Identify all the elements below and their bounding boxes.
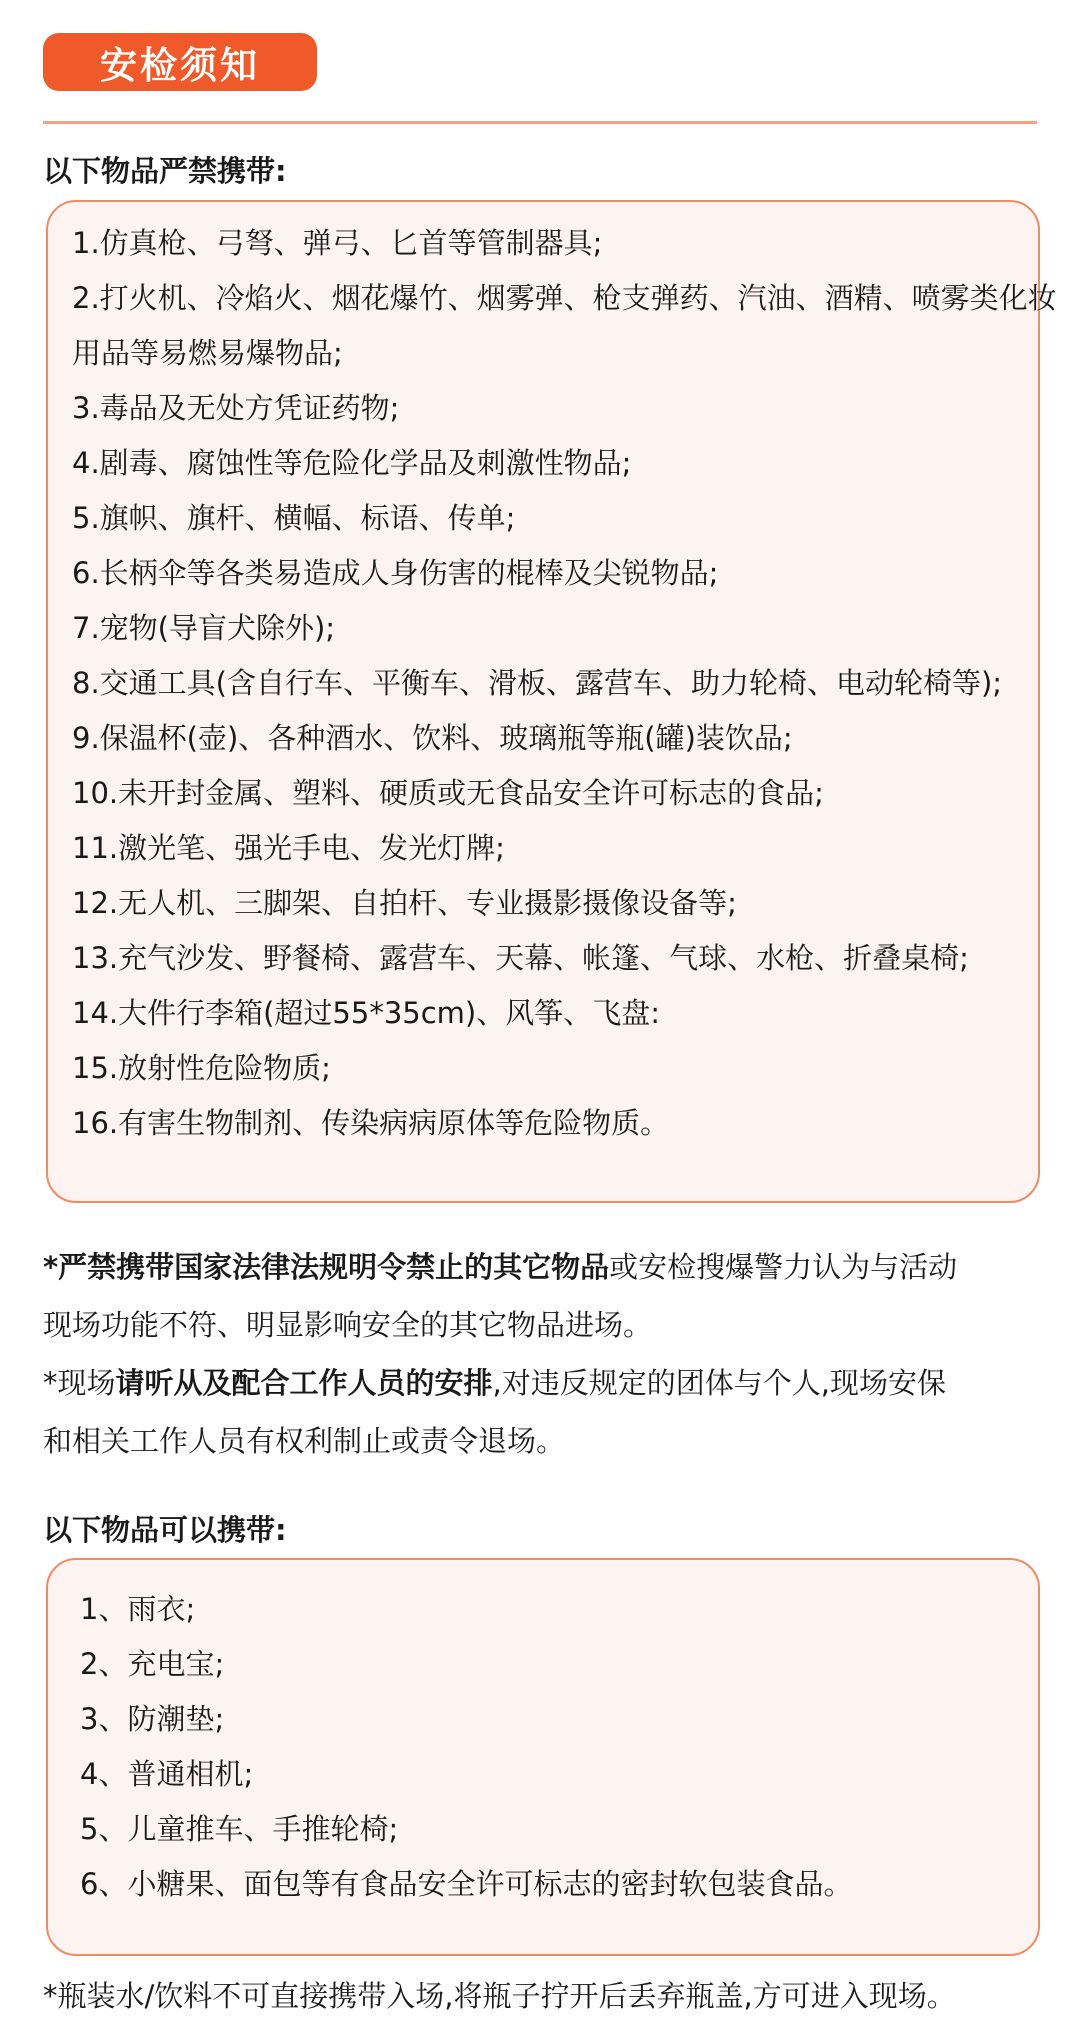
allowed-items-box: [46, 1558, 1040, 1956]
notes-section: [43, 1238, 1043, 1470]
allowed-heading: 以下物品可以携带:: [43, 1513, 287, 1547]
forbidden-item: 7.宠物(导盲犬除外);: [72, 611, 336, 645]
forbidden-item: 2.打火机、冷焰火、烟花爆竹、烟雾弹、枪支弹药、汽油、酒精、喷雾类化妆: [72, 281, 1057, 315]
forbidden-item: 15.放射性危险物质;: [72, 1051, 331, 1085]
forbidden-items-box: [46, 200, 1057, 1203]
allowed-item: 2、充电宝;: [80, 1647, 225, 1681]
allowed-item: 5、儿童推车、手推轮椅;: [80, 1812, 399, 1846]
note-follow-staff: [43, 1354, 1043, 1412]
forbidden-item: 8.交通工具(含自行车、平衡车、滑板、露营车、助力轮椅、电动轮椅等);: [72, 666, 1003, 700]
forbidden-item: 6.长柄伞等各类易造成人身伤害的棍棒及尖锐物品;: [72, 556, 719, 590]
forbidden-item: 9.保温杯(壶)、各种酒水、饮料、玻璃瓶等瓶(罐)装饮品;: [72, 721, 793, 755]
bottled-drinks-note: *瓶装水/饮料不可直接携带入场,将瓶子拧开后丢弃瓶盖,方可进入现场。: [43, 1979, 956, 2013]
allowed-item: 1、雨衣;: [80, 1592, 196, 1626]
forbidden-item: 13.充气沙发、野餐椅、露营车、天幕、帐篷、气球、水枪、折叠桌椅;: [72, 941, 969, 975]
forbidden-items-list: [72, 216, 1057, 1151]
forbidden-item: 12.无人机、三脚架、自拍杆、专业摄影摄像设备等;: [72, 886, 737, 920]
note-prohibited-by-law: [43, 1238, 1043, 1296]
allowed-item: 3、防潮垫;: [80, 1702, 225, 1736]
title-badge: [43, 33, 317, 91]
note-text: ,对违反规定的团体与个人,现场安保: [492, 1366, 946, 1400]
forbidden-item: 用品等易燃易爆物品;: [72, 336, 343, 370]
forbidden-item: 1.仿真枪、弓弩、弹弓、匕首等管制器具;: [72, 226, 603, 260]
forbidden-item: 5.旗帜、旗杆、横幅、标语、传单;: [72, 501, 516, 535]
allowed-item: 6、小糖果、面包等有食品安全许可标志的密封软包装食品。: [80, 1867, 853, 1901]
note-text: 和相关工作人员有权利制止或责令退场。: [43, 1424, 566, 1458]
forbidden-item: 14.大件行李箱(超过55*35cm)、风筝、飞盘:: [72, 996, 661, 1030]
note-text: 现场功能不符、明显影响安全的其它物品进场。: [43, 1308, 653, 1342]
forbidden-item: 16.有害生物制剂、传染病病原体等危险物质。: [72, 1106, 670, 1140]
note-emphasis: *严禁携带国家法律法规明令禁止的其它物品: [43, 1250, 610, 1284]
note-text: *现场: [43, 1366, 116, 1400]
header-divider: [43, 121, 1037, 124]
page-title: 安检须知: [100, 44, 260, 87]
allowed-items-list: [80, 1582, 1018, 1912]
note-text: 或安检搜爆警力认为与活动: [609, 1250, 958, 1284]
forbidden-item: 4.剧毒、腐蚀性等危险化学品及刺激性物品;: [72, 446, 632, 480]
forbidden-item: 10.未开封金属、塑料、硬质或无食品安全许可标志的食品;: [72, 776, 824, 810]
allowed-item: 4、普通相机;: [80, 1757, 254, 1791]
forbidden-item: 3.毒品及无处方凭证药物;: [72, 391, 400, 425]
forbidden-heading: 以下物品严禁携带:: [43, 154, 287, 188]
forbidden-item: 11.激光笔、强光手电、发光灯牌;: [72, 831, 505, 865]
note-emphasis: 请听从及配合工作人员的安排: [115, 1366, 493, 1400]
